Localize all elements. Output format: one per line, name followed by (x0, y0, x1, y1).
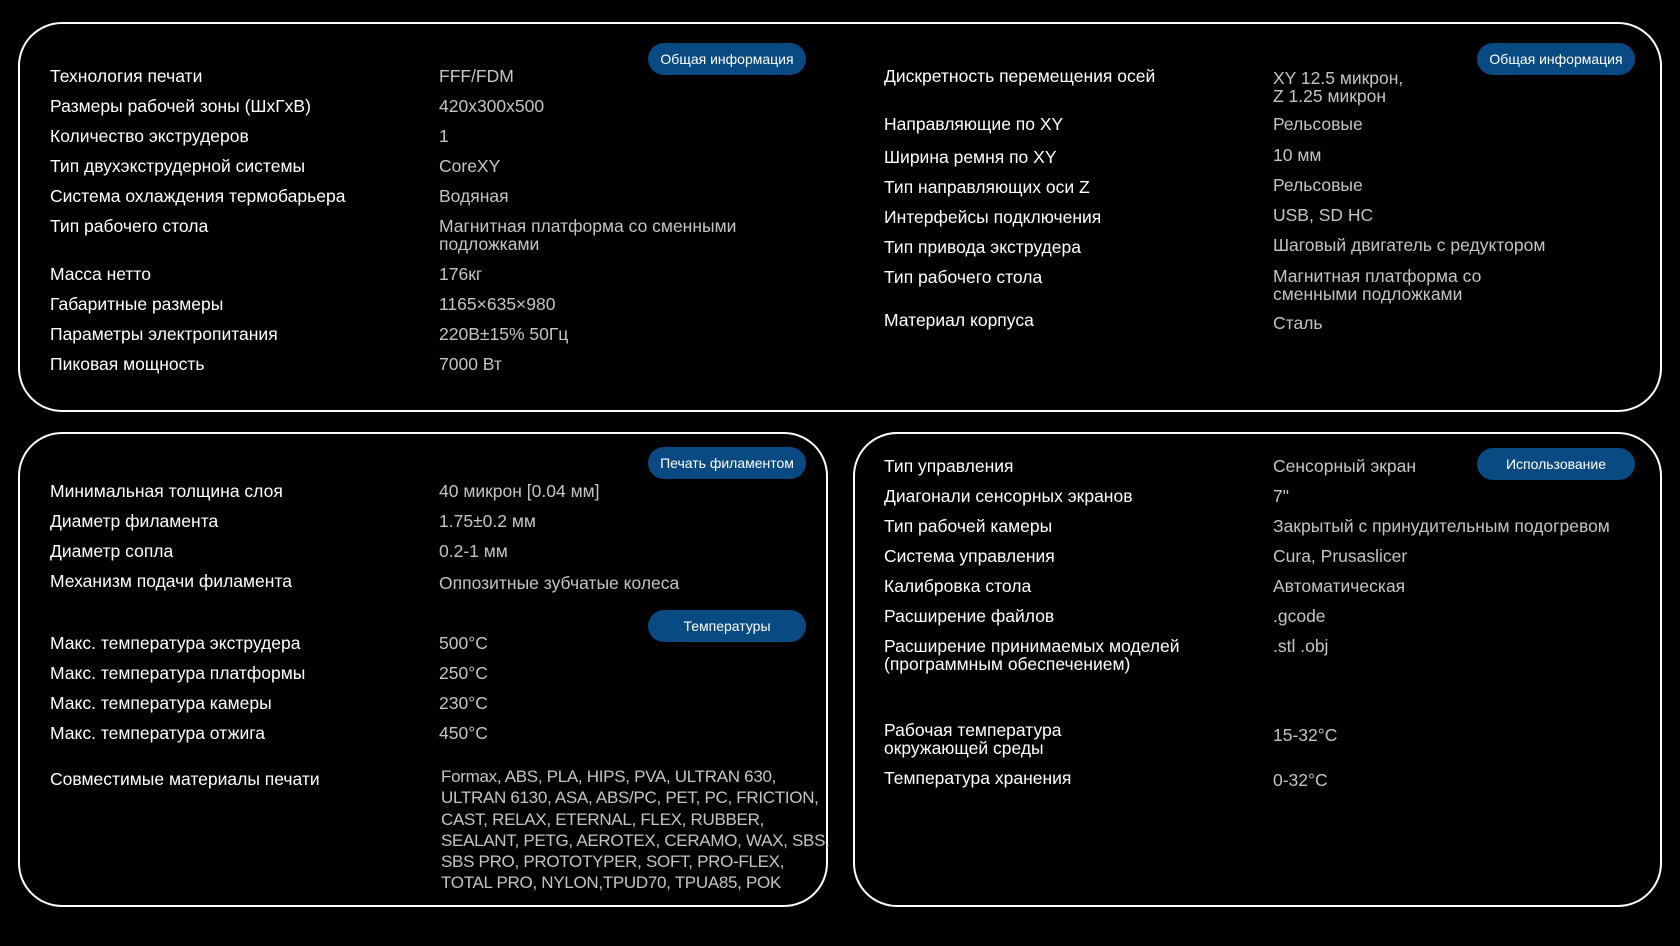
general-info-badge-left: Общая информация (648, 43, 806, 75)
spec-label: Материал корпуса (884, 310, 1034, 330)
spec-value: Автоматическая (1273, 576, 1406, 596)
spec-label: Система охлаждения термобарьера (50, 186, 346, 206)
spec-value: Шаговый двигатель с редуктором (1273, 235, 1546, 255)
spec-label-line2: окружающей среды (884, 738, 1044, 758)
spec-label: Диагонали сенсорных экранов (884, 486, 1133, 506)
spec-value: 450°C (439, 723, 488, 743)
spec-label: Размеры рабочей зоны (ШхГхВ) (50, 96, 311, 116)
materials-line: TOTAL PRO, NYLON,TPUD70, TPUA85, POK (441, 873, 782, 893)
spec-label: Параметры электропитания (50, 324, 278, 344)
spec-label: Габаритные размеры (50, 294, 224, 314)
spec-label: Механизм подачи филамента (50, 571, 293, 591)
spec-label: Калибровка стола (884, 576, 1032, 596)
spec-label: Тип рабочего стола (50, 216, 209, 236)
spec-value: Рельсовые (1273, 175, 1363, 195)
spec-label: Диаметр филамента (50, 511, 219, 531)
spec-value: 1 (439, 126, 449, 146)
spec-value: USB, SD HC (1273, 205, 1374, 225)
spec-label: Направляющие по XY (884, 114, 1064, 134)
spec-value-line2: сменными подложками (1273, 284, 1463, 304)
spec-value: 420x300x500 (439, 96, 545, 116)
spec-value: 0-32°C (1273, 770, 1328, 790)
materials-line: SEALANT, PETG, AEROTEX, CERAMO, WAX, SBS, (441, 830, 830, 850)
spec-value: 1165×635×980 (439, 294, 556, 314)
spec-value: Сталь (1273, 313, 1323, 333)
spec-value: 40 микрон [0.04 мм] (439, 481, 600, 501)
spec-label: Температура хранения (884, 768, 1072, 788)
spec-value: Магнитная платформа со (1273, 266, 1482, 286)
spec-value: Закрытый с принудительным подогревом (1273, 516, 1610, 536)
spec-value: Сенсорный экран (1273, 456, 1417, 476)
usage-badge: Использование (1477, 448, 1635, 480)
materials-label: Совместимые материалы печати (50, 769, 320, 789)
spec-label: Тип привода экструдера (884, 237, 1081, 257)
spec-value: 7000 Вт (439, 354, 502, 374)
spec-label: Рабочая температура (884, 720, 1062, 740)
materials-line: CAST, RELAX, ETERNAL, FLEX, RUBBER, (441, 809, 764, 829)
spec-value: 500°C (439, 633, 488, 653)
spec-value: .stl .obj (1273, 636, 1329, 656)
spec-value: 230°C (439, 693, 488, 713)
filament-printing-panel (18, 432, 828, 907)
spec-value: Водяная (439, 186, 509, 206)
spec-value: Магнитная платформа со сменными (439, 216, 737, 236)
spec-value: 15-32°C (1273, 725, 1338, 745)
spec-label: Минимальная толщина слоя (50, 481, 283, 501)
filament-printing-badge: Печать филаментом (648, 447, 806, 479)
spec-label: Макс. температура платформы (50, 663, 306, 683)
materials-line: ULTRAN 6130, ASA, ABS/PC, PET, PC, FRICTION, (441, 788, 819, 808)
spec-label: Масса нетто (50, 264, 151, 284)
spec-label: Тип двухэкструдерной системы (50, 156, 306, 176)
spec-label: Технология печати (50, 66, 203, 86)
spec-label: Макс. температура экструдера (50, 633, 301, 653)
spec-label: Тип управления (884, 456, 1014, 476)
spec-label: Количество экструдеров (50, 126, 249, 146)
materials-list (441, 766, 830, 894)
spec-value: 250°C (439, 663, 488, 683)
spec-label: Пиковая мощность (50, 354, 205, 374)
spec-value: XY 12.5 микрон, (1273, 68, 1404, 88)
spec-value: Оппозитные зубчатые колеса (439, 573, 680, 593)
spec-label-line2: (программным обеспечением) (884, 654, 1131, 674)
spec-value: 220В±15% 50Гц (439, 324, 569, 344)
materials-line: Formax, ABS, PLA, HIPS, PVA, ULTRAN 630, (441, 767, 777, 786)
spec-label: Тип рабочего стола (884, 267, 1043, 287)
spec-value: 1.75±0.2 мм (439, 511, 536, 531)
spec-label: Тип рабочей камеры (884, 516, 1053, 536)
spec-value: 7" (1273, 486, 1289, 506)
general-info-panel (18, 22, 1662, 412)
spec-value: 176кг (439, 264, 483, 284)
materials-line: SBS PRO, PROTOTYPER, SOFT, PRO-FLEX, (441, 852, 785, 872)
spec-label: Интерфейсы подключения (884, 207, 1102, 227)
spec-label: Система управления (884, 546, 1055, 566)
usage-panel (853, 432, 1662, 907)
spec-label: Макс. температура камеры (50, 693, 272, 713)
spec-value: Рельсовые (1273, 114, 1363, 134)
general-info-badge-right: Общая информация (1477, 43, 1635, 75)
spec-value-line2: подложками (439, 234, 540, 254)
spec-value: .gcode (1273, 606, 1326, 626)
spec-label: Расширение файлов (884, 606, 1055, 626)
spec-value: 0.2-1 мм (439, 541, 508, 561)
spec-label: Расширение принимаемых моделей (884, 636, 1180, 656)
spec-value: 10 мм (1273, 145, 1322, 165)
spec-label: Дискретность перемещения осей (884, 66, 1156, 86)
spec-label: Макс. температура отжига (50, 723, 265, 743)
spec-label: Диаметр сопла (50, 541, 174, 561)
spec-value: FFF/FDM (439, 66, 514, 86)
temperatures-badge: Температуры (648, 610, 806, 642)
spec-value: Cura, Prusaslicer (1273, 546, 1408, 566)
spec-label: Ширина ремня по XY (884, 147, 1057, 167)
spec-label: Тип направляющих оси Z (884, 177, 1090, 197)
spec-value: CoreXY (439, 156, 501, 176)
spec-value-line2: Z 1.25 микрон (1273, 86, 1387, 106)
